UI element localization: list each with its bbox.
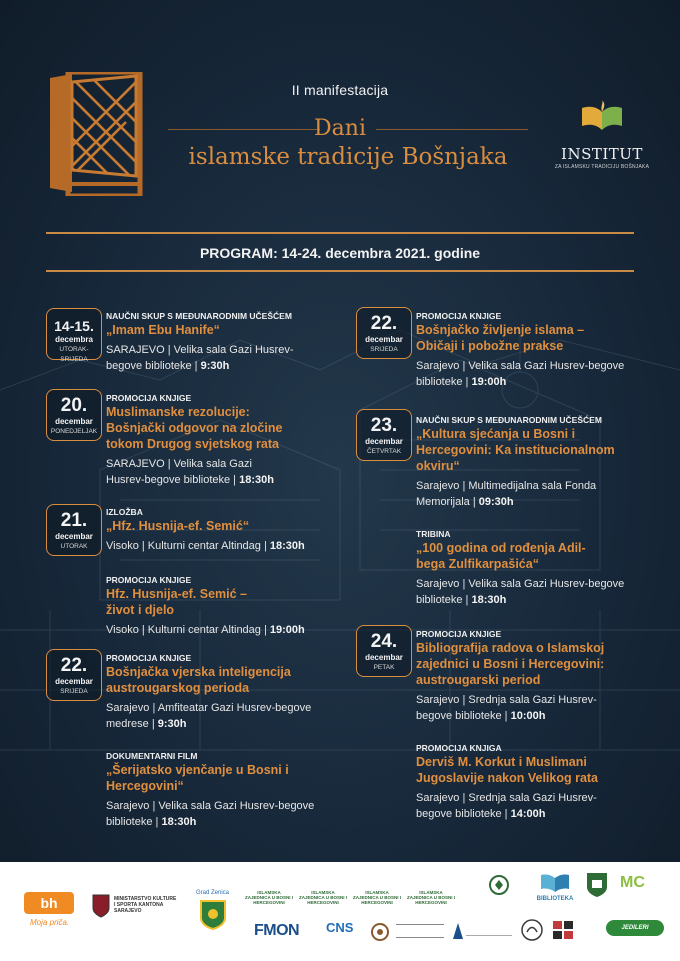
event-item xyxy=(416,310,638,390)
open-book-icon xyxy=(580,100,624,134)
event-title-line: Jugoslavije nakon Velikog rata xyxy=(416,771,599,785)
event-title-line: Derviš M. Korkut i Muslimani xyxy=(416,755,587,769)
location-text: medrese | xyxy=(106,718,158,730)
event-category: NAUČNI SKUP S MEĐUNARODNIM UČEŠĆEM xyxy=(106,311,292,321)
event-time: 9:30h xyxy=(200,360,230,372)
institut-logo xyxy=(552,100,652,170)
iz-logo xyxy=(406,872,456,905)
cns-logo: CNS xyxy=(326,920,354,935)
iz-name: ISLAMSKA ZAJEDNICA U BOSNI I HERCEGOVINI xyxy=(352,890,402,905)
location-line: Sarajevo | Srednja sala Gazi Husrev- xyxy=(416,694,597,706)
crescent-icon xyxy=(263,873,275,885)
location-line xyxy=(106,716,331,732)
zenica-crest-icon xyxy=(200,900,226,930)
location-line xyxy=(106,622,321,638)
event-title-line: život i djelo xyxy=(106,603,175,617)
event-location xyxy=(416,790,641,822)
event-item xyxy=(106,750,331,830)
location-line xyxy=(416,592,638,608)
date-month: decembar xyxy=(55,532,93,541)
event-location xyxy=(416,478,638,510)
event-time: 18:30h xyxy=(471,594,507,606)
sponsor-strip xyxy=(0,862,680,961)
location-line xyxy=(106,814,331,830)
library-book-icon xyxy=(540,872,570,894)
date-day: 20. xyxy=(60,395,88,416)
location-line: Sarajevo | Multimedijalna sala Fonda xyxy=(416,480,597,492)
event-category: NAUČNI SKUP S MEĐUNARODNIM UČEŠĆEM xyxy=(416,415,602,425)
date-weekday: UTORAK xyxy=(60,543,88,550)
date-month: decembar xyxy=(365,437,403,446)
gazi-library-name: BIBLIOTEKA xyxy=(536,896,574,902)
event-title-line: Hfz. Husnija-ef. Semić – xyxy=(106,587,248,601)
event-title-line: Muslimanske rezolucije: xyxy=(106,405,250,419)
location-line xyxy=(106,472,316,488)
location-text: Visoko | Kulturni centar Altindag | xyxy=(106,540,270,552)
ministry-name: MINISTARSTVO KULTURE I SPORTA KANTONA SARAJEVO xyxy=(114,896,177,914)
date-box xyxy=(46,649,102,701)
location-line: Sarajevo | Velika sala Gazi Husrev-begove xyxy=(416,578,625,590)
fond-memorijala-logo xyxy=(466,926,512,936)
ornament-icon xyxy=(370,922,390,942)
location-text: begove biblioteke | xyxy=(106,360,201,372)
date-month: decembar xyxy=(365,335,403,344)
location-text: biblioteke | xyxy=(106,816,162,828)
event-title-line: austrougarski period xyxy=(416,673,541,687)
event-category: PROMOCIJA KNJIGA xyxy=(416,743,502,753)
event-title-line: „100 godina od rođenja Adil- xyxy=(416,541,586,555)
grad-zenica-label: Grad Zenica xyxy=(196,890,230,896)
date-weekday: UTORAK-SRIJEDA xyxy=(59,346,89,363)
location-text: Husrev-begove biblioteke | xyxy=(106,474,240,486)
event-item xyxy=(106,392,316,488)
event-time: 9:30h xyxy=(157,718,187,730)
event-time: 19:00h xyxy=(471,376,507,388)
event-category: IZLOŽBA xyxy=(106,507,143,517)
event-category: PROMOCIJA KNJIGE xyxy=(416,311,502,321)
event-time: 14:00h xyxy=(510,808,546,820)
location-text: biblioteke | xyxy=(416,376,472,388)
date-month: decembar xyxy=(55,417,93,426)
event-location xyxy=(106,700,331,732)
event-title-line: okviru“ xyxy=(416,459,460,473)
event-time: 18:30h xyxy=(161,816,197,828)
date-box xyxy=(356,307,412,359)
bosniak-community-icon xyxy=(488,874,510,896)
location-line xyxy=(416,806,641,822)
event-item xyxy=(416,414,638,510)
event-time: 18:30h xyxy=(269,540,305,552)
location-line xyxy=(106,538,321,554)
location-line xyxy=(416,708,641,724)
date-weekday: SRIJEDA xyxy=(60,688,88,695)
fmon-logo: FMON xyxy=(254,922,300,939)
location-line: Sarajevo | Amfiteatar Gazi Husrev-begove xyxy=(106,702,312,714)
institut-subtitle: ZA ISLAMSKU TRADICIJU BOŠNJAKA xyxy=(554,164,650,170)
program-rule-bottom xyxy=(46,270,634,272)
title-line-2: islamske tradicije Bošnjaka xyxy=(188,144,508,170)
location-line: Sarajevo | Velika sala Gazi Husrev-begove xyxy=(106,800,315,812)
iz-name: ISLAMSKA ZAJEDNICA U BOSNI I HERCEGOVINI xyxy=(298,890,348,905)
location-line: Sarajevo | Srednja sala Gazi Husrev- xyxy=(416,792,597,804)
event-title-line: austrougarskog perioda xyxy=(106,681,250,695)
bh-tagline: Moja priča. xyxy=(30,918,70,927)
event-title-line: tokom Drugog svjetskog rata xyxy=(106,437,279,451)
bh-logo: bh xyxy=(24,892,74,914)
date-month: decembar xyxy=(55,677,93,686)
event-time: 19:00h xyxy=(269,624,305,636)
date-day: 22. xyxy=(370,313,398,334)
location-text: Visoko | Kulturni centar Altindag | xyxy=(106,624,270,636)
event-time: 18:30h xyxy=(239,474,274,486)
location-text: biblioteke | xyxy=(416,594,472,606)
event-title: „Imam Ebu Hanife“ xyxy=(106,323,220,337)
title-rule-right xyxy=(376,129,528,130)
centar-logo xyxy=(396,924,444,938)
title-line-1: Dani xyxy=(314,116,366,141)
date-box xyxy=(46,389,102,441)
mc-logo: MC xyxy=(620,874,645,891)
location-line xyxy=(416,374,638,390)
location-line xyxy=(416,494,638,510)
location-text: Memorijala | xyxy=(416,496,479,508)
location-line: SARAJEVO | Velika sala Gazi xyxy=(106,458,252,470)
event-location xyxy=(106,456,316,488)
event-title-line: „Kultura sjećanja u Bosni i xyxy=(416,427,576,441)
location-text: begove biblioteke | xyxy=(416,710,511,722)
event-category: DOKUMENTARNI FILM xyxy=(106,751,198,761)
date-month: decembra xyxy=(55,335,93,344)
event-item xyxy=(106,506,321,554)
event-title-line: Bošnjačko življenje islama – xyxy=(416,323,585,337)
event-title: „Hfz. Husnija-ef. Semić“ xyxy=(106,519,250,533)
event-location xyxy=(416,576,638,608)
iz-logo xyxy=(352,872,402,905)
ministry-shield-icon xyxy=(586,872,608,898)
iz-name: ISLAMSKA ZAJEDNICA U BOSNI I HERCEGOVINI xyxy=(244,890,294,905)
event-title-line: Bibliografija radova o Islamskoj xyxy=(416,641,605,655)
event-title-line: Hercegovini: Ka institucionalnom xyxy=(416,443,615,457)
crescent-icon xyxy=(371,873,383,885)
memorial-icon xyxy=(452,922,464,940)
event-location xyxy=(416,358,638,390)
iz-logo xyxy=(298,872,348,905)
date-weekday: SRIJEDA xyxy=(370,346,398,353)
event-location xyxy=(106,538,321,554)
event-title-line: Bošnjačka vjerska inteligencija xyxy=(106,665,291,679)
event-category: PROMOCIJA KNJIGE xyxy=(106,653,192,663)
date-weekday: PONEDJELJAK xyxy=(50,428,98,435)
crescent-icon xyxy=(317,873,329,885)
event-category: PROMOCIJA KNJIGE xyxy=(106,575,192,585)
event-item xyxy=(106,310,306,374)
location-line: SARAJEVO | Velika sala Gazi Husrev- xyxy=(106,344,294,356)
location-line: Sarajevo | Velika sala Gazi Husrev-begove xyxy=(416,360,625,372)
event-time: 10:00h xyxy=(510,710,546,722)
event-title-line: Bošnjački odgovor na zločine xyxy=(106,421,283,435)
event-title-line: Hercegovini“ xyxy=(106,779,184,793)
event-location xyxy=(106,342,306,374)
seal-icon xyxy=(520,918,544,942)
date-weekday: ČETVRTAK xyxy=(366,448,402,455)
event-item xyxy=(106,652,331,732)
event-title-line: zajednici u Bosni i Hercegovini: xyxy=(416,657,605,671)
date-day: 21. xyxy=(60,510,88,531)
event-category: PROMOCIJA KNJIGE xyxy=(106,393,192,403)
jedileri-logo: JEDILERI xyxy=(606,920,664,936)
event-time: 09:30h xyxy=(478,496,514,508)
program-dates: PROGRAM: 14-24. decembra 2021. godine xyxy=(199,245,481,261)
date-month: decembar xyxy=(365,653,403,662)
event-title-line: „Šerijatsko vjenčanje u Bosni i xyxy=(106,763,289,777)
date-day: 14-15. xyxy=(54,318,94,334)
location-text: begove biblioteke | xyxy=(416,808,511,820)
event-location xyxy=(416,692,641,724)
event-title-line: Običaji i pobožne prakse xyxy=(416,339,564,353)
location-line xyxy=(106,358,306,374)
event-item xyxy=(416,528,638,608)
event-item xyxy=(416,742,641,822)
crescent-icon xyxy=(425,873,437,885)
center-contemporary-icon xyxy=(552,920,574,940)
event-item xyxy=(416,628,641,724)
date-box xyxy=(356,409,412,461)
ministry-crest-icon xyxy=(92,894,110,918)
event-title-line: bega Zulfikarpašića“ xyxy=(416,557,539,571)
event-item xyxy=(106,574,321,638)
date-day: 22. xyxy=(60,655,88,676)
event-category: PROMOCIJA KNJIGE xyxy=(416,629,502,639)
edition-label: II manifestacija xyxy=(291,82,389,98)
iz-logo xyxy=(244,872,294,905)
date-box xyxy=(46,308,102,363)
event-location xyxy=(106,798,331,830)
date-weekday: PETAK xyxy=(373,664,395,671)
program-rule-top xyxy=(46,232,634,234)
date-day: 24. xyxy=(370,631,398,652)
date-box xyxy=(356,625,412,677)
date-box xyxy=(46,504,102,556)
event-category: TRIBINA xyxy=(416,529,451,539)
date-day: 23. xyxy=(370,415,398,436)
event-location xyxy=(106,622,321,638)
institut-name: INSTITUT xyxy=(561,145,643,163)
iz-name: ISLAMSKA ZAJEDNICA U BOSNI I HERCEGOVINI xyxy=(406,890,456,905)
